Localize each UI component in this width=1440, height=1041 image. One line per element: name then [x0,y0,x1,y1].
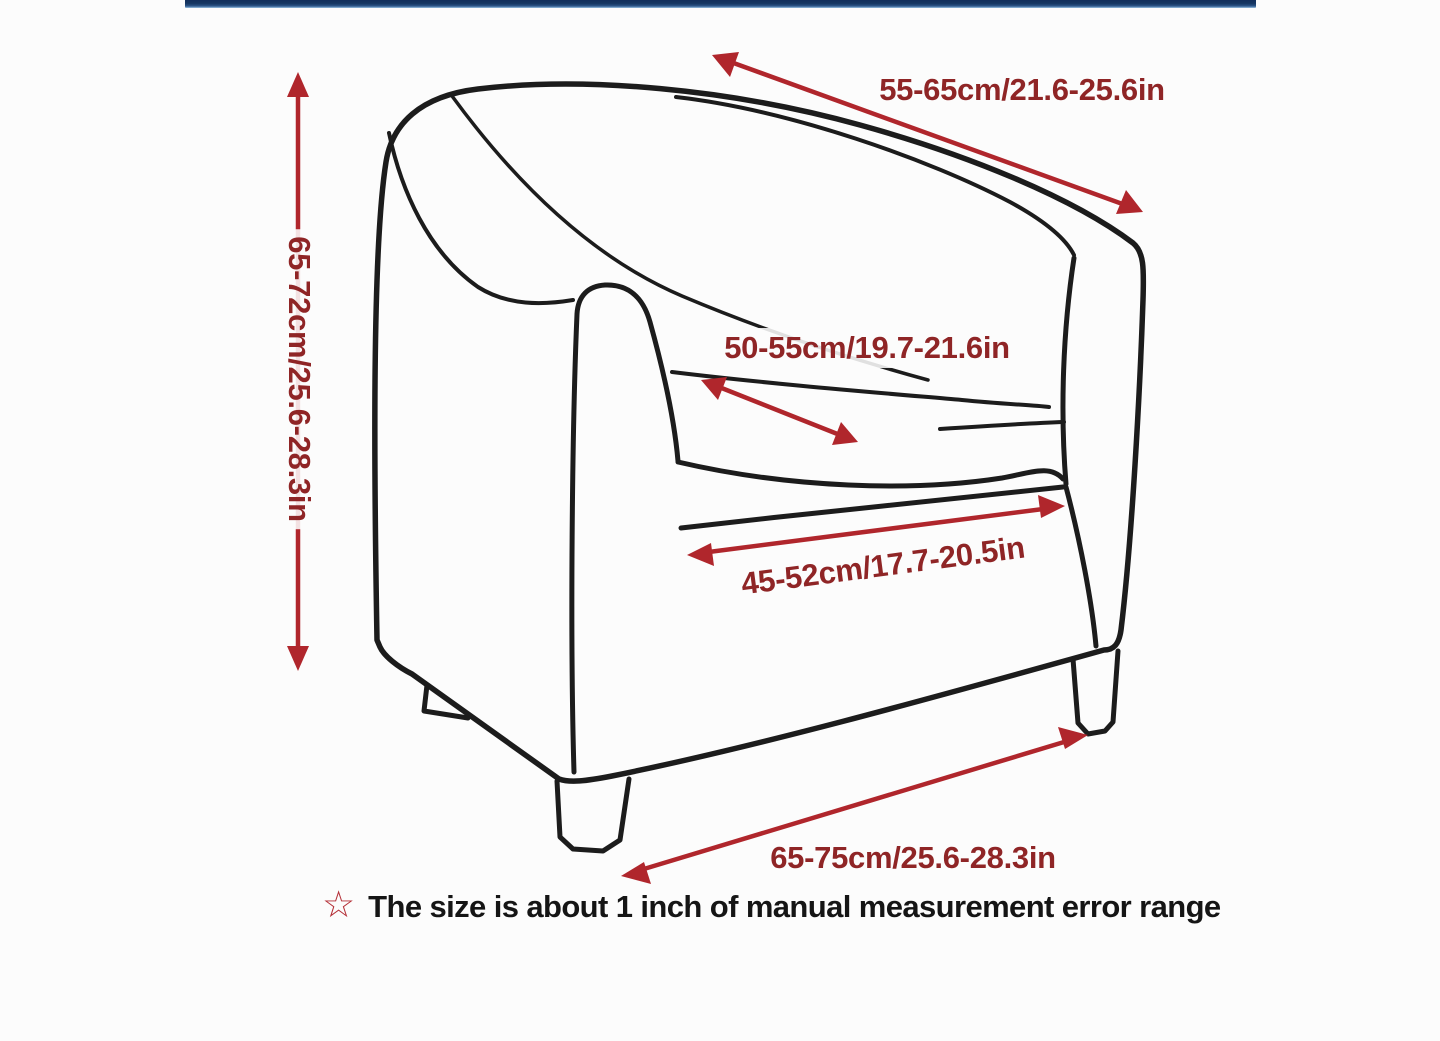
note-text: The size is about 1 inch of manual measurement error range [368,888,1221,924]
label-seat-depth: 50-55cm/19.7-21.6in [717,328,1017,368]
measurement-note [322,884,1221,925]
chair-legs [424,651,1118,851]
front-left-leg [557,779,629,851]
label-height: 65-72cm/25.6-28.3in [279,229,319,529]
star-icon: ☆ [322,884,356,925]
right-leg [1073,651,1118,734]
label-base-width: 65-75cm/25.6-28.3in [763,838,1063,878]
label-inner-width: 45-52cm/17.7-20.5in [732,527,1034,606]
label-top-width: 55-65cm/21.6-25.6in [872,70,1172,110]
chair-outline [375,84,1144,781]
